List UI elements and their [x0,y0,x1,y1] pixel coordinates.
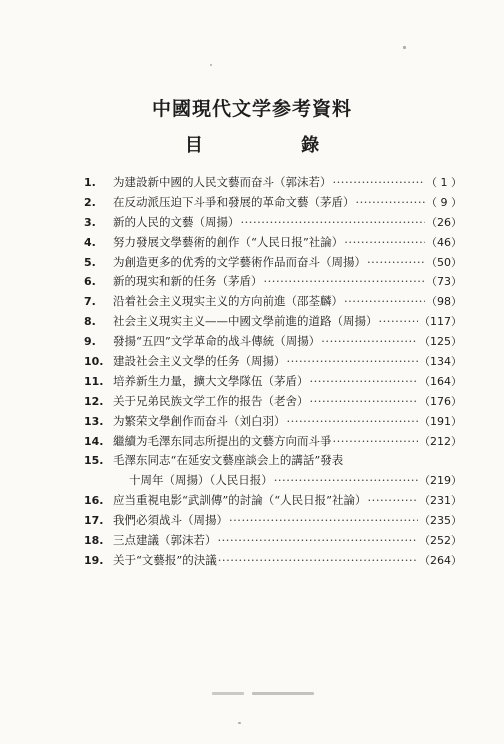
toc-entry-number: 14. [84,434,104,448]
toc-dot-leader [379,312,419,332]
toc-entry-number: 5. [84,255,96,269]
toc-entry-number: 1. [84,176,96,189]
toc-entry-number: 12. [84,394,104,408]
toc-entry-page: （134） [419,355,462,369]
toc-entry [84,193,462,213]
toc-dot-leader [356,193,426,213]
toc-dot-leader [321,332,418,352]
toc-entry-title: 努力發展文學藝術的創作（“人民日报”社論） [113,234,344,249]
toc-entry [84,432,462,452]
toc-entry-number: 2. [84,195,96,209]
toc-entry [84,531,462,551]
toc-entry-number: 16. [84,494,104,508]
toc-entry [84,292,462,312]
toc-entry-title: 三点建議（郭沫若） [113,533,217,548]
toc-entry-number: 19. [84,553,104,567]
toc-entry-title: 沿着社会主义現实主义的方向前進（邵荃麟） [113,294,343,309]
toc-entry-title: 社会主义現实主义——中國文學前進的道路（周揚） [113,314,378,329]
toc-entry-page: （73） [426,275,462,289]
toc-list [84,173,462,571]
toc-entry [84,491,462,511]
toc-dot-leader [264,272,426,292]
toc-entry-title: 关于兄弟民族文学工作的报告（老舍） [113,393,309,408]
toc-entry-page: （219） [419,474,462,488]
page-title: 中國現代文学参考資料 [151,98,352,120]
toc-dot-leader [333,432,419,452]
toc-dot-leader [241,213,426,233]
toc-dot-leader [229,511,418,531]
toc-entry [84,392,462,412]
toc-entry-title: 关于“文藝报”的決議 [113,552,217,567]
toc-entry [84,372,462,392]
toc-entry-page: （ 9 ） [426,195,462,209]
toc-entry-page: （125） [419,335,462,349]
toc-entry [84,451,462,471]
toc-entry-number: 4. [84,235,96,249]
toc-entry-page: （26） [426,215,462,229]
toc-entry-page: （191） [419,414,462,428]
toc-entry [84,213,462,233]
toc-entry-title: 發揚“五四”文学革命的战斗傳統（周揚） [113,334,321,349]
toc-entry-title: 新的人民的文藝（周揚） [113,214,240,229]
toc-heading: 目 錄 [184,135,366,156]
toc-entry-title: 毛澤东同志“在延安文藝座談会上的講話”發表 [113,453,344,468]
toc-dot-leader [218,531,419,551]
toc-entry-page: （264） [419,553,462,567]
toc-entry-number: 11. [84,374,104,388]
toc-entry-page: （ 1 ） [426,176,462,189]
toc-entry-number: 17. [84,514,104,528]
toc-entry-title: 为繁荣文學創作而奋斗（刘白羽） [113,413,286,428]
toc-entry-title: 为建設新中國的人民文藝而奋斗（郭沫若） [113,175,332,189]
toc-entry [84,352,462,372]
toc-dot-leader [310,392,419,412]
toc-entry-number: 10. [84,355,104,369]
toc-dot-leader [344,233,425,253]
toc-entry-number: 7. [84,295,96,309]
toc-entry-page: （98） [426,295,462,309]
toc-entry-title: 建設社会主义文學的任务（周揚） [113,354,286,369]
toc-entry [84,312,462,332]
toc-entry [84,253,462,273]
scan-speck [403,46,406,49]
toc-entry [84,173,462,193]
toc-entry-number: 8. [84,315,96,329]
toc-entry [84,272,462,292]
scan-speck [238,722,241,724]
toc-entry [84,332,462,352]
toc-entry [84,511,462,531]
toc-entry-title: 我們必須战斗（周揚） [113,513,228,528]
toc-entry-title: 新的現实和新的任务（茅盾） [113,274,263,289]
toc-dot-leader [367,253,425,273]
scan-smudge [212,692,244,695]
toc-entry [84,551,462,571]
toc-entry-title: 为創造更多的优秀的文学藝術作品而奋斗（周揚） [113,254,366,269]
toc-entry [84,412,462,432]
toc-entry-number: 15. [84,454,104,468]
toc-dot-leader [287,352,419,372]
toc-entry-page: （212） [419,434,462,448]
toc-entry-page: （235） [419,514,462,528]
toc-entry-title-continuation: 十周年（周揚）（人民日报） [129,473,273,488]
toc-entry-continuation [84,471,462,491]
toc-entry-title: 繼續为毛澤东同志所提出的文藝方向而斗爭 [113,433,332,448]
toc-entry-page: （117） [419,315,462,329]
scan-speck [210,64,212,66]
toc-entry-title: 应当重視电影“武訓傳”的討論（“人民日报”社論） [113,493,367,508]
toc-entry-number: 6. [84,275,96,289]
toc-dot-leader [344,292,425,312]
toc-entry-number: 18. [84,534,104,548]
toc-entry-page: （50） [426,255,462,269]
toc-entry-page: （176） [419,394,462,408]
toc-dot-leader [310,372,419,392]
scan-smudge [252,692,314,695]
toc-entry-number: 3. [84,215,96,229]
toc-entry-page: （231） [419,494,462,508]
toc-dot-leader [274,471,418,491]
toc-dot-leader [218,551,418,571]
toc-entry-title: 在反动派压迫下斗爭和發展的革命文藝（茅盾） [113,194,355,209]
toc-entry-number: 9. [84,335,96,349]
toc-dot-leader [287,412,419,432]
toc-dot-leader [333,173,426,193]
toc-entry-number: 13. [84,414,104,428]
toc-entry-page: （46） [426,235,462,249]
toc-entry [84,233,462,253]
toc-entry-page: （164） [419,374,462,388]
toc-entry-title: 培养新生力量，擴大文學隊伍（茅盾） [113,373,309,388]
toc-dot-leader [368,491,418,511]
toc-entry-page: （252） [419,534,462,548]
